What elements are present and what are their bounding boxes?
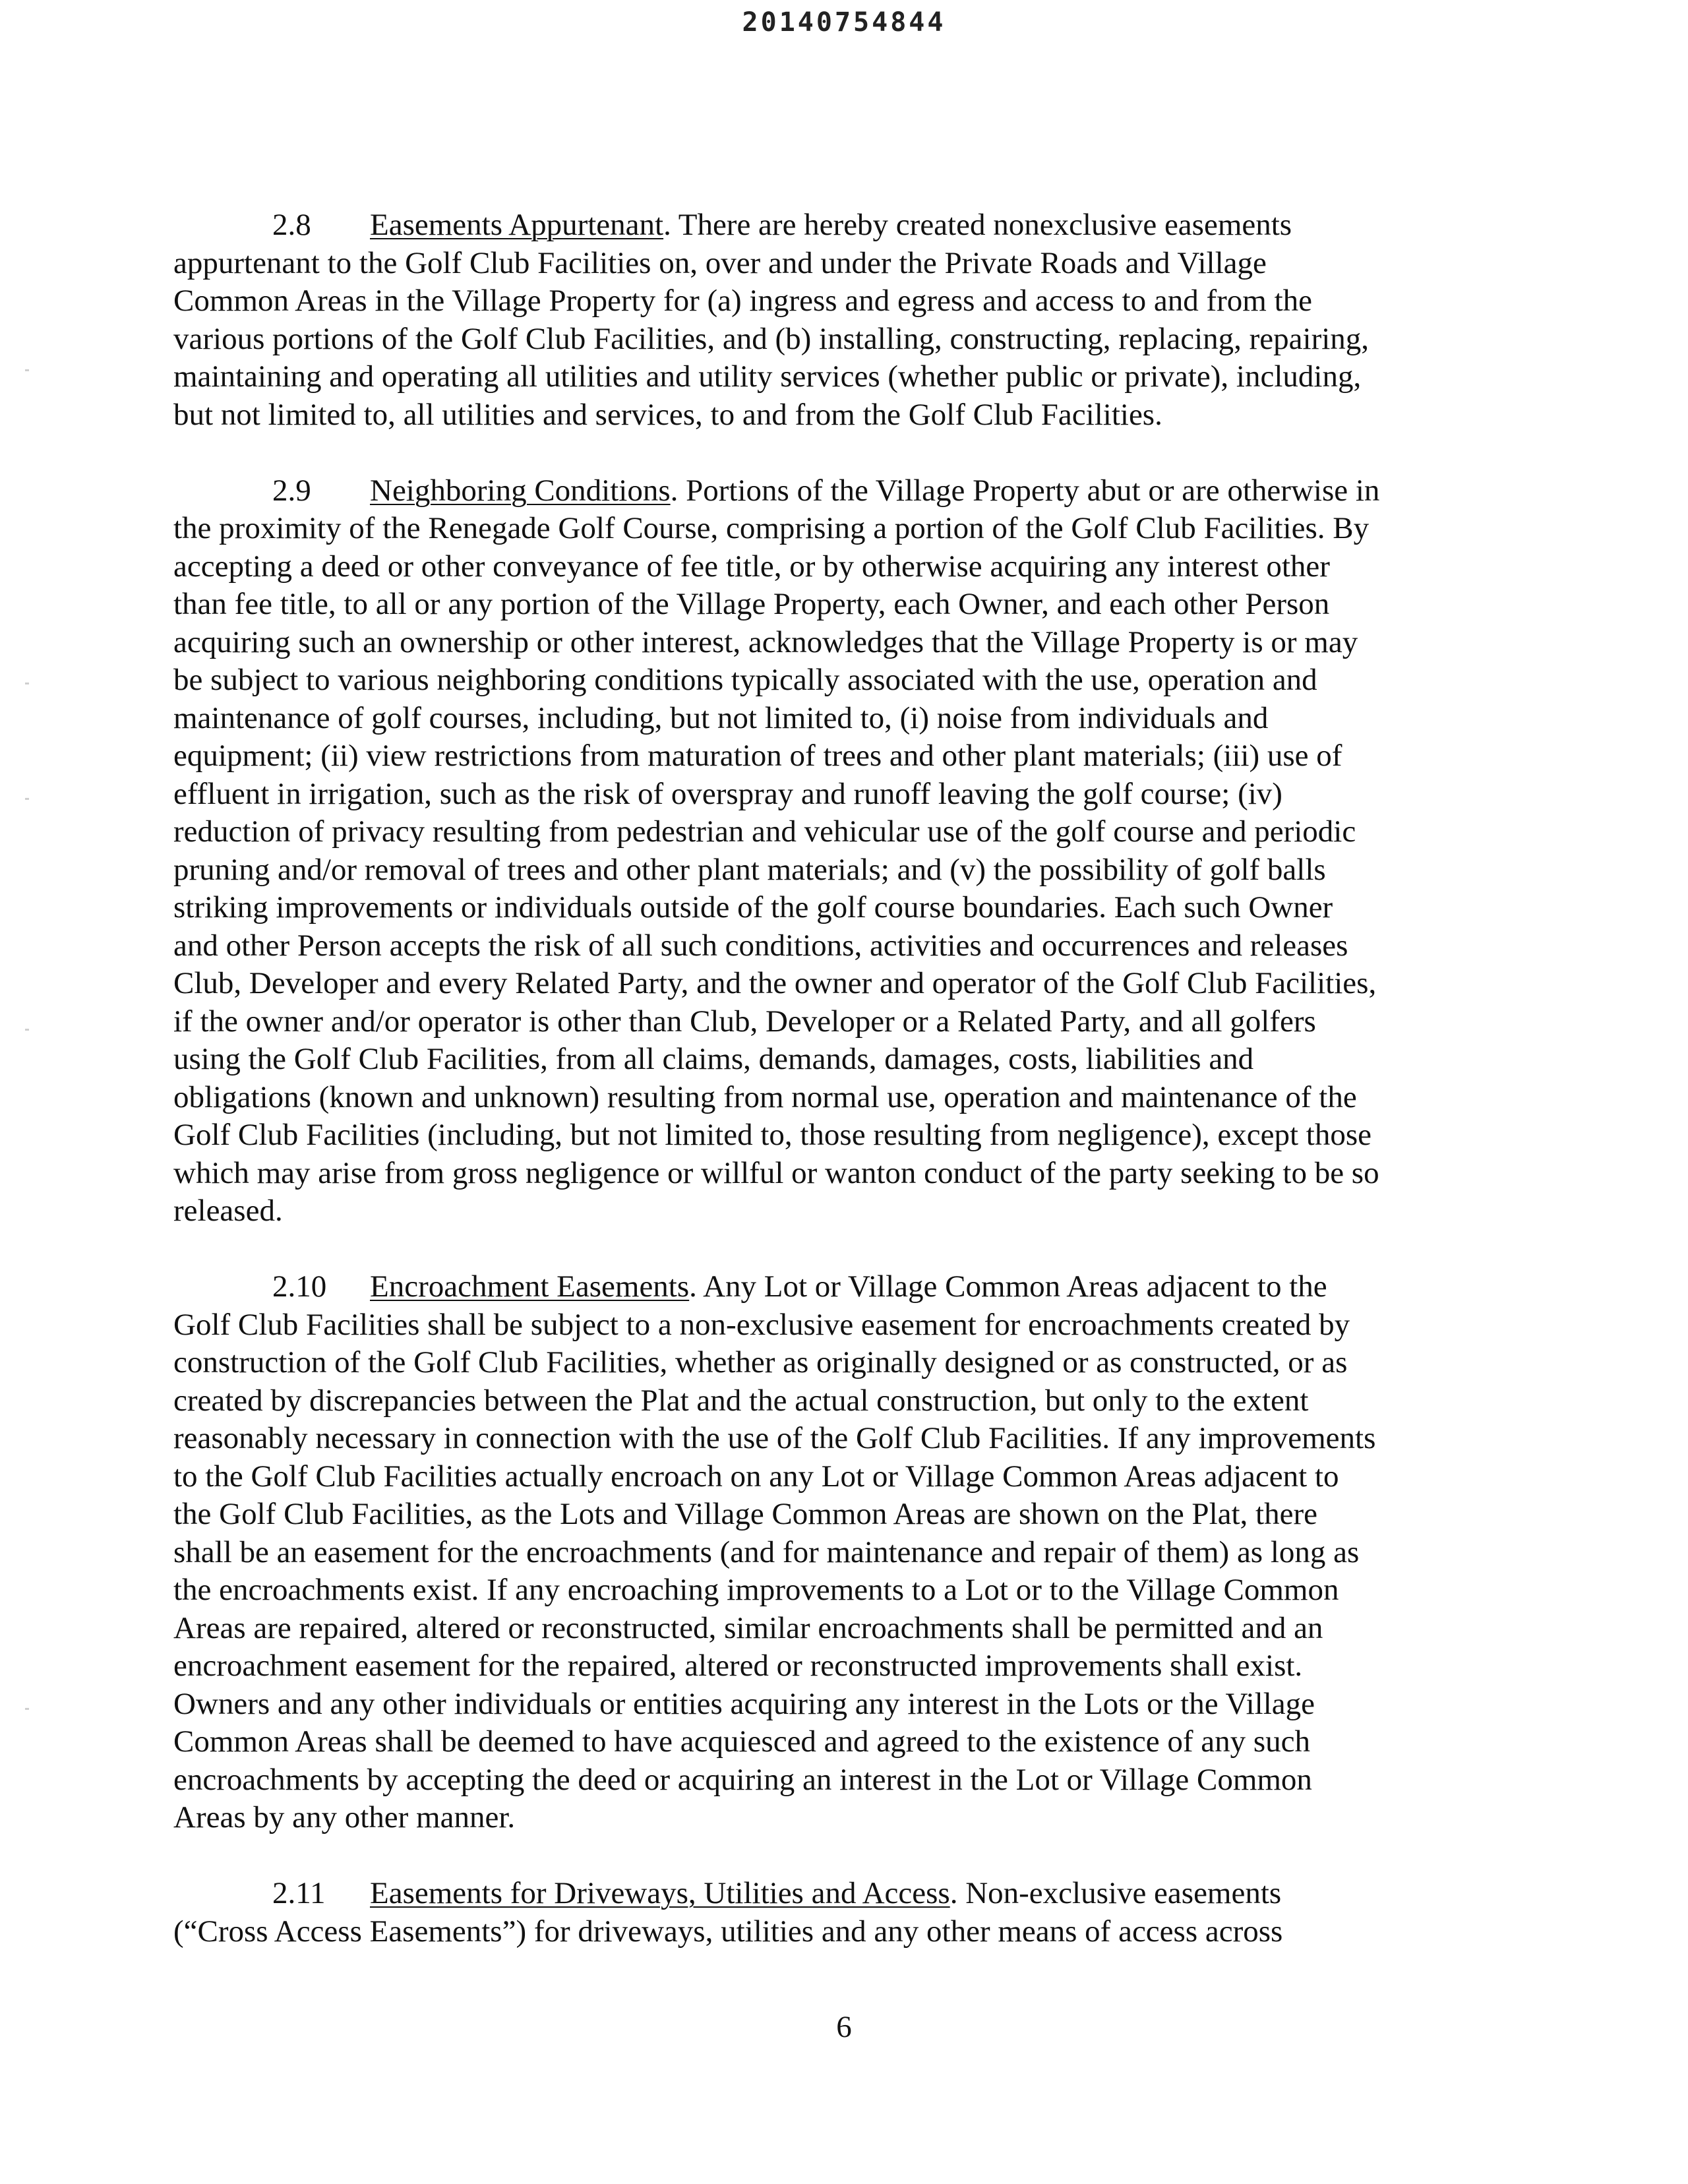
section-line: shall be an easement for the encroachments (and for maintenance and repair of them) as long as: [173, 1534, 1360, 1569]
section-first-line-text: . Non-exclusive easements: [950, 1876, 1282, 1910]
section-line: effluent in irrigation, such as the risk of overspray and runoff leaving the golf course; (iv): [173, 776, 1282, 811]
section-first-line: [173, 1268, 1453, 1306]
section-number: 2.11: [272, 1876, 326, 1910]
section-line: accepting a deed or other conveyance of fee title, or by otherwise acquiring any interest other: [173, 549, 1330, 584]
section-line: pruning and/or removal of trees and other plant materials; and (v) the possibility of golf balls: [173, 852, 1326, 887]
section-number: 2.9: [272, 473, 311, 508]
document-body: [173, 206, 1453, 1989]
section-line: equipment; (ii) view restrictions from maturation of trees and other plant materials; (iii) use of: [173, 739, 1342, 773]
section-number: 2.8: [272, 208, 311, 242]
section-line: than fee title, to all or any portion of the Village Property, each Owner, and each other Person: [173, 587, 1330, 621]
section-line: appurtenant to the Golf Club Facilities on, over and under the Private Roads and Village: [173, 245, 1267, 280]
section-2-11: [173, 1875, 1453, 1951]
section-line: Common Areas shall be deemed to have acquiesced and agreed to the existence of any such: [173, 1724, 1311, 1759]
section-line: and other Person accepts the risk of all such conditions, activities and occurrences and releases: [173, 928, 1348, 963]
section-line: acquiring such an ownership or other interest, acknowledges that the Village Property is or may: [173, 624, 1358, 659]
section-line: (“Cross Access Easements”) for driveways, utilities and any other means of access across: [173, 1914, 1283, 1949]
section-line: Owners and any other individuals or entities acquiring any interest in the Lots or the Village: [173, 1686, 1315, 1721]
section-line: if the owner and/or operator is other than Club, Developer or a Related Party, and all golfers: [173, 1004, 1316, 1039]
section-line: which may arise from gross negligence or willful or wanton conduct of the party seeking to be so: [173, 1155, 1379, 1190]
section-line: be subject to various neighboring conditions typically associated with the use, operation and: [173, 663, 1317, 697]
section-line: various portions of the Golf Club Facilities, and (b) installing, constructing, replacing, repairing,: [173, 321, 1370, 356]
section-line: reduction of privacy resulting from pedestrian and vehicular use of the golf course and periodic: [173, 814, 1356, 849]
section-line: Areas are repaired, altered or reconstructed, similar encroachments shall be permitted and an: [173, 1610, 1323, 1645]
section-first-line-text: . Any Lot or Village Common Areas adjacent to the: [689, 1269, 1327, 1304]
section-line: the encroachments exist. If any encroaching improvements to a Lot or to the Village Common: [173, 1573, 1339, 1607]
scan-artifact: [25, 1708, 29, 1710]
section-line: released.: [173, 1194, 283, 1228]
section-line: Golf Club Facilities shall be subject to a non-exclusive easement for encroachments created by: [173, 1307, 1350, 1342]
section-line: Areas by any other manner.: [173, 1800, 516, 1835]
section-line: encroachment easement for the repaired, altered or reconstructed improvements shall exist.: [173, 1649, 1303, 1683]
section-heading: Encroachment Easements: [370, 1269, 690, 1304]
section-first-line: [173, 1875, 1453, 1913]
document-number: 20140754844: [742, 7, 946, 38]
section-first-line-text: . Portions of the Village Property abut or are otherwise in: [670, 473, 1380, 508]
section-line: encroachments by accepting the deed or acquiring an interest in the Lot or Village Common: [173, 1762, 1312, 1797]
section-line: to the Golf Club Facilities actually encroach on any Lot or Village Common Areas adjacent to: [173, 1459, 1339, 1494]
section-line: obligations (known and unknown) resulting from normal use, operation and maintenance of the: [173, 1079, 1357, 1114]
section-line: Golf Club Facilities (including, but not limited to, those resulting from negligence), except those: [173, 1118, 1372, 1152]
scan-artifact: [25, 369, 29, 371]
page-number: 6: [836, 2010, 852, 2044]
section-first-line: [173, 206, 1453, 245]
section-heading: Easements Appurtenant: [370, 208, 664, 242]
section-line: using the Golf Club Facilities, from all claims, demands, damages, costs, liabilities and: [173, 1042, 1254, 1076]
section-line: maintenance of golf courses, including, but not limited to, (i) noise from individuals and: [173, 700, 1269, 735]
section-line: Club, Developer and every Related Party, and the owner and operator of the Golf Club Facilities,: [173, 966, 1377, 1000]
section-line: striking improvements or individuals outside of the golf course boundaries. Each such Owner: [173, 890, 1333, 925]
scan-artifact: [25, 1029, 29, 1031]
section-line: Common Areas in the Village Property for (a) ingress and egress and access to and from the: [173, 284, 1312, 318]
section-line: but not limited to, all utilities and services, to and from the Golf Club Facilities.: [173, 397, 1162, 432]
scan-artifact: [25, 798, 29, 800]
section-line: construction of the Golf Club Facilities, whether as originally designed or as constructed, or as: [173, 1345, 1348, 1380]
section-line: reasonably necessary in connection with the use of the Golf Club Facilities. If any improvements: [173, 1421, 1376, 1455]
section-2-8: [173, 206, 1453, 434]
section-number: 2.10: [272, 1269, 327, 1304]
section-2-10: [173, 1268, 1453, 1837]
scan-artifact: [25, 682, 29, 684]
section-line: maintaining and operating all utilities and utility services (whether public or private), including,: [173, 359, 1362, 394]
section-line: the Golf Club Facilities, as the Lots and Village Common Areas are shown on the Plat, there: [173, 1497, 1317, 1531]
section-first-line: [173, 472, 1453, 510]
section-line: created by discrepancies between the Plat and the actual construction, but only to the extent: [173, 1383, 1309, 1418]
section-2-9: [173, 472, 1453, 1230]
section-heading: Neighboring Conditions: [370, 473, 671, 508]
section-line: the proximity of the Renegade Golf Course, comprising a portion of the Golf Club Facilities. By: [173, 511, 1370, 545]
section-first-line-text: . There are hereby created nonexclusive easements: [663, 208, 1292, 242]
section-heading: Easements for Driveways, Utilities and Access: [370, 1876, 950, 1910]
